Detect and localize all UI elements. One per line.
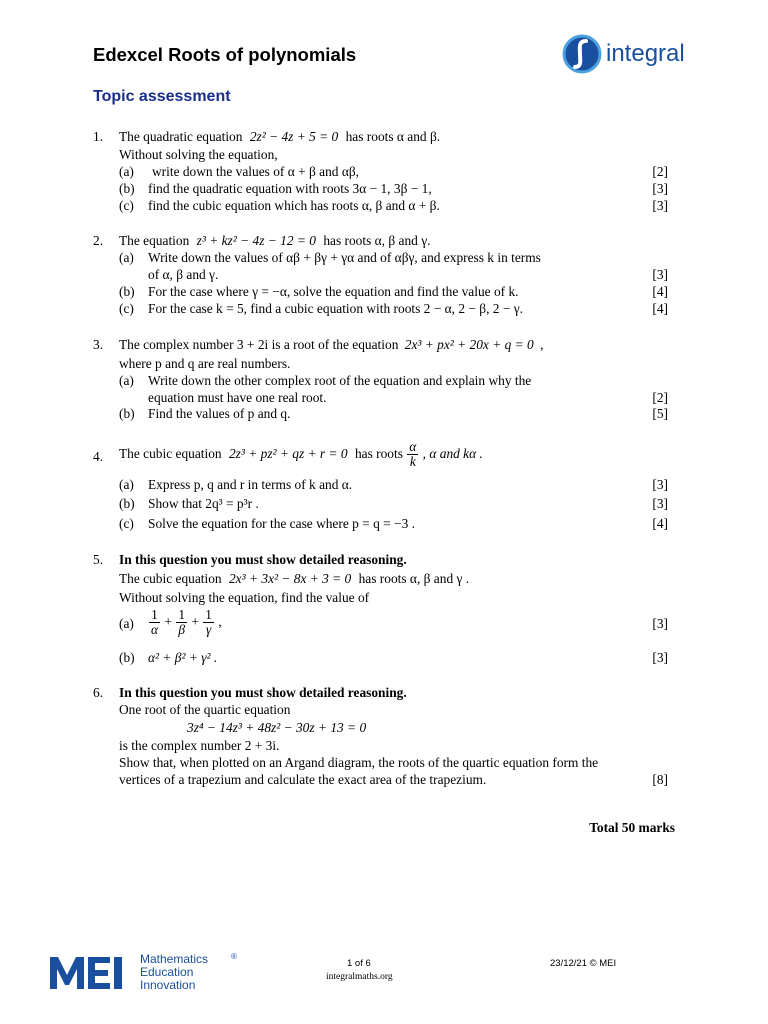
q1-line2: Without solving the equation, xyxy=(119,147,278,162)
mei-logo-mark xyxy=(48,955,132,991)
q2-a-label: (a) xyxy=(119,250,134,265)
q3-b-label: (b) xyxy=(119,406,135,421)
mei-logo-registered: ® xyxy=(231,952,237,961)
q1-a-text: write down the values of α + β and αβ, xyxy=(152,164,360,179)
q6-line5: vertices of a trapezium and calculate the exact area of the trapezium. xyxy=(119,772,487,787)
mei-logo-line2: Education xyxy=(140,965,194,979)
page-title: Edexcel Roots of polynomials xyxy=(93,44,357,65)
q2-c-mark: [4] xyxy=(652,301,668,316)
q5-equation: 2x³ + 3x² − 8x + 3 = 0 xyxy=(228,571,352,586)
q5-b-text: α² + β² + γ² . xyxy=(148,650,218,665)
q4-a-label: (a) xyxy=(119,477,134,492)
q4-c-label: (c) xyxy=(119,516,134,531)
q3-equation: 2x³ + px² + 20x + q = 0 xyxy=(404,337,534,352)
q4-b-label: (b) xyxy=(119,496,135,511)
q4-a-text: Express p, q and r in terms of k and α. xyxy=(148,477,353,492)
q4-stem xyxy=(119,438,483,470)
q6-line1: One root of the quartic equation xyxy=(119,702,291,717)
q5-a-plus-1: + xyxy=(164,614,172,629)
q6-bold-line xyxy=(119,685,407,701)
q4-number: 4. xyxy=(93,449,104,464)
page-subtitle: Topic assessment xyxy=(93,88,231,105)
q5-stem-pre: The cubic equation xyxy=(119,571,222,586)
q4-c-text: Solve the equation for the case where p = q = −3 . xyxy=(148,516,415,531)
q5-a-plus-2: + xyxy=(191,614,199,629)
q2-b-mark: [4] xyxy=(652,284,668,299)
q5-a-frac-1-num: 1 xyxy=(149,608,160,623)
q4-stem-mid: has roots xyxy=(354,446,403,461)
q5-b-mark: [3] xyxy=(652,650,668,665)
q4-fraction xyxy=(407,440,418,469)
q4-b-mark: [3] xyxy=(652,496,668,511)
q4-a-mark: [3] xyxy=(652,477,668,492)
q6-equation: 3z⁴ − 14z³ + 48z² − 30z + 13 = 0 xyxy=(187,720,367,735)
mei-logo-line3: Innovation xyxy=(140,978,196,992)
q2-stem-post: has roots α, β and γ. xyxy=(323,233,431,248)
q5-bold-line xyxy=(119,552,407,568)
q3-stem-post: , xyxy=(540,337,544,352)
q1-c-mark: [3] xyxy=(652,198,668,213)
integral-logo-text: integral xyxy=(606,40,685,67)
q1-stem xyxy=(119,129,440,145)
integral-logo xyxy=(560,32,710,76)
integral-logo-mark xyxy=(560,32,604,76)
total-marks: Total 50 marks xyxy=(589,820,675,835)
q6-line4: Show that, when plotted on an Argand diagram, the roots of the quartic equation form the xyxy=(119,755,599,770)
q5-stem-post: has roots α, β and γ . xyxy=(358,571,470,586)
q2-number: 2. xyxy=(93,233,104,248)
q4-b-text: Show that 2q³ = p³r . xyxy=(148,496,259,511)
q3-a-label: (a) xyxy=(119,373,134,388)
q5-a-mark: [3] xyxy=(652,616,668,631)
q5-a-expression xyxy=(148,605,222,639)
q3-stem-pre: The complex number 3 + 2i is a root of the equation xyxy=(119,337,399,352)
q1-b-label: (b) xyxy=(119,181,135,196)
q2-stem-pre: The equation xyxy=(119,233,190,248)
q2-a-text1: Write down the values of αβ + βγ + γα and of αβγ, and express k in terms xyxy=(148,250,541,265)
q1-c-text: find the cubic equation which has roots α, β and α + β. xyxy=(148,198,440,213)
q5-a-label: (a) xyxy=(119,616,134,631)
q1-b-mark: [3] xyxy=(652,181,668,196)
q6-number: 6. xyxy=(93,685,104,700)
q1-c-label: (c) xyxy=(119,198,134,213)
q4-stem-post: , α and kα . xyxy=(422,446,483,461)
q1-equation: 2z² − 4z + 5 = 0 xyxy=(249,129,339,144)
q4-c-mark: [4] xyxy=(652,516,668,531)
q5-a-frac-2 xyxy=(176,608,187,637)
q5-b-label: (b) xyxy=(119,650,135,665)
q2-b-label: (b) xyxy=(119,284,135,299)
q2-a-mark: [3] xyxy=(652,267,668,282)
q2-stem xyxy=(119,233,430,249)
q5-a-frac-2-num: 1 xyxy=(178,607,186,623)
q3-b-mark: [5] xyxy=(652,406,668,421)
q4-stem-pre: The cubic equation xyxy=(119,446,222,461)
q4-frac-den: k xyxy=(409,454,416,470)
q2-c-label: (c) xyxy=(119,301,134,316)
mei-logo-line1: Mathematics xyxy=(140,952,209,966)
footer-date-copyright: 23/12/21 © MEI xyxy=(550,958,617,969)
q2-equation: z³ + kz² − 4z − 12 = 0 xyxy=(196,233,316,248)
q4-equation: 2z³ + pz² + qz + r = 0 xyxy=(228,446,348,461)
page-number: 1 of 6 xyxy=(347,958,371,969)
q5-bold-text: In this question you must show detailed reasoning. xyxy=(119,552,407,567)
q6-mark: [8] xyxy=(652,772,668,787)
q1-stem-pre: The quadratic equation xyxy=(119,129,243,144)
q5-a-end: , xyxy=(218,614,222,629)
q5-number: 5. xyxy=(93,552,104,567)
q5-a-frac-1-den: α xyxy=(151,622,159,638)
q3-number: 3. xyxy=(93,337,104,352)
q3-line2: where p and q are real numbers. xyxy=(119,356,291,371)
q5-stem xyxy=(119,571,469,587)
q3-a-text1: Write down the other complex root of the equation and explain why the xyxy=(148,373,532,388)
q5-a-frac-2-den: β xyxy=(178,622,185,638)
mei-logo xyxy=(48,953,248,993)
footer-site: integralmaths.org xyxy=(326,972,393,982)
q5-a-frac-3-den: γ xyxy=(206,622,212,638)
q3-a-text2: equation must have one real root. xyxy=(148,390,327,405)
q3-b-text: Find the values of p and q. xyxy=(148,406,291,421)
q5-a-frac-1 xyxy=(149,608,160,637)
q2-a-text2: of α, β and γ. xyxy=(148,267,219,282)
q3-a-mark: [2] xyxy=(652,390,668,405)
q1-a-mark: [2] xyxy=(652,164,668,179)
q5-a-frac-3-num: 1 xyxy=(205,607,212,623)
q1-b-text: find the quadratic equation with roots 3α − 1, 3β − 1, xyxy=(148,181,432,196)
q1-number: 1. xyxy=(93,129,104,144)
q5-line3: Without solving the equation, find the value of xyxy=(119,590,370,605)
q2-b-text: For the case where γ = −α, solve the equation and find the value of k. xyxy=(148,284,519,299)
q2-c-text: For the case k = 5, find a cubic equation with roots 2 − α, 2 − β, 2 − γ. xyxy=(148,301,523,316)
q1-stem-post: has roots α and β. xyxy=(345,129,441,144)
q6-line3: is the complex number 2 + 3i. xyxy=(119,738,280,753)
q5-a-frac-3 xyxy=(203,608,214,637)
q1-a-label: (a) xyxy=(119,164,134,179)
q4-frac-num: α xyxy=(409,439,417,455)
q6-bold-text: In this question you must show detailed reasoning. xyxy=(119,685,407,700)
q3-stem xyxy=(119,337,543,353)
